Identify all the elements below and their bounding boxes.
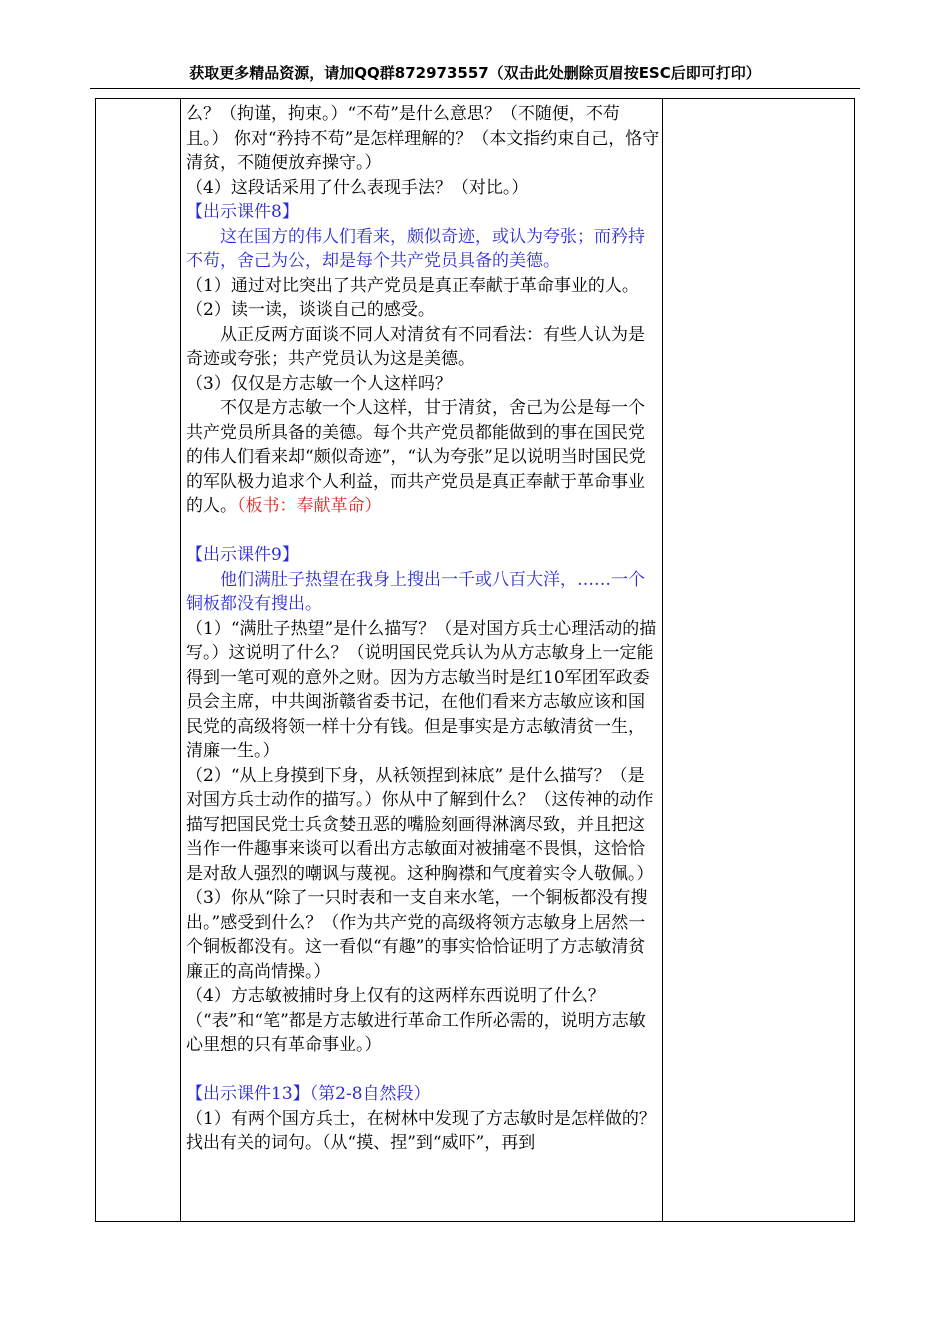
text-line: （4）方志敏被捕时身上仅有的这两样东西说明了什么？（“表”和“笔”都是方志敏进行革命工作所必需的，说明方志敏心里想的只有革命事业。） [186, 986, 646, 1055]
text-line: （1）有两个国方兵士，在树林中发现了方志敏时是怎样做的？找出有关的词句。（从“摸、捏”到“威吓”，再到 [186, 1108, 656, 1153]
page-header[interactable]: 获取更多精品资源，请加QQ群872973557（双击此处删除页眉按ESC后即可打印） [90, 60, 860, 89]
quote-passage: 他们满肚子热望在我身上搜出一千或八百大洋，……一个铜板都没有搜出。 [186, 569, 645, 614]
lesson-content [186, 102, 660, 1156]
text-line: （2）读一读，谈谈自己的感受。 [186, 300, 435, 320]
courseware-heading: 【出示课件9】 [186, 545, 299, 565]
text-line [186, 396, 660, 519]
text-line: （1）“满肚子热望”是什么描写？（是对国方兵士心理活动的描写。）这说明了什么？（说明国民党兵认为从方志敏身上一定能得到一笔可观的意外之财。因为方志敏当时是红10军团军政委员会主席，中共闽浙赣省委书记，在他们看来方志敏应该和国民党的高级将领一样十分有钱。但是事实是方志敏清贫一生，清廉一生。） [186, 618, 657, 761]
text-line: （1）通过对比突出了共产党员是真正奉献于革命事业的人。 [186, 275, 639, 296]
blank-line [186, 519, 660, 544]
text-line: （3）仅仅是方志敏一个人这样吗？ [186, 373, 452, 394]
text-line: （2）“从上身摸到下身，从袄领捏到袜底” 是什么描写？（是对国方兵士动作的描写。）你从中了解到什么？（这传神的动作描写把国民党士兵贪婪丑恶的嘴脸刻画得淋漓尽致，并且把这当作一件趣事来谈可以看出方志敏面对被捕毫不畏惧，这恰恰是对敌人强烈的嘲讽与蔑视。这种胸襟和气度着实令人敬佩。） [186, 765, 654, 884]
courseware-heading: 【出示课件13】（第2-8自然段） [186, 1084, 431, 1104]
text-line: （4）这段话采用了什么表现手法？（对比。） [186, 177, 529, 198]
column-divider-left [180, 98, 181, 1222]
text-line: 从正反两方面谈不同人对清贫有不同看法：有些人认为是奇迹或夸张；共产党员认为这是美德。 [186, 324, 645, 369]
text-line: 么？（拘谨，拘束。）“不苟”是什么意思？（不随便，不苟且。） 你对“矜持不苟”是怎样理解的？（本文指约束自己，恪守清贫，不随便放弃操守。） [186, 104, 660, 173]
paragraph-text: 不仅是方志敏一个人这样，甘于清贫，舍己为公是每一个共产党员所具备的美德。每个共产党员都能做到的事在国民党的伟人们看来却“颇似奇迹”，“认为夸张”足以说明当时国民党的军队极力追求个人利益，而共产党员是真正奉献于革命事业的人。 [186, 398, 646, 516]
blank-line [186, 1058, 660, 1083]
column-divider-right [662, 98, 663, 1222]
courseware-heading: 【出示课件8】 [186, 202, 299, 222]
quote-passage: 这在国方的伟人们看来，颇似奇迹，或认为夸张；而矜持不苟，舍己为公，却是每个共产党员具备的美德。 [186, 226, 645, 271]
board-note: （板书：奉献革命） [237, 496, 382, 516]
text-line: （3）你从“除了一只时表和一支自来水笔，一个铜板都没有搜出。”感受到什么？（作为共产党的高级将领方志敏身上居然一个铜板都没有。这一看似“有趣”的事实恰恰证明了方志敏清贫廉正的高尚情操。） [186, 888, 648, 982]
